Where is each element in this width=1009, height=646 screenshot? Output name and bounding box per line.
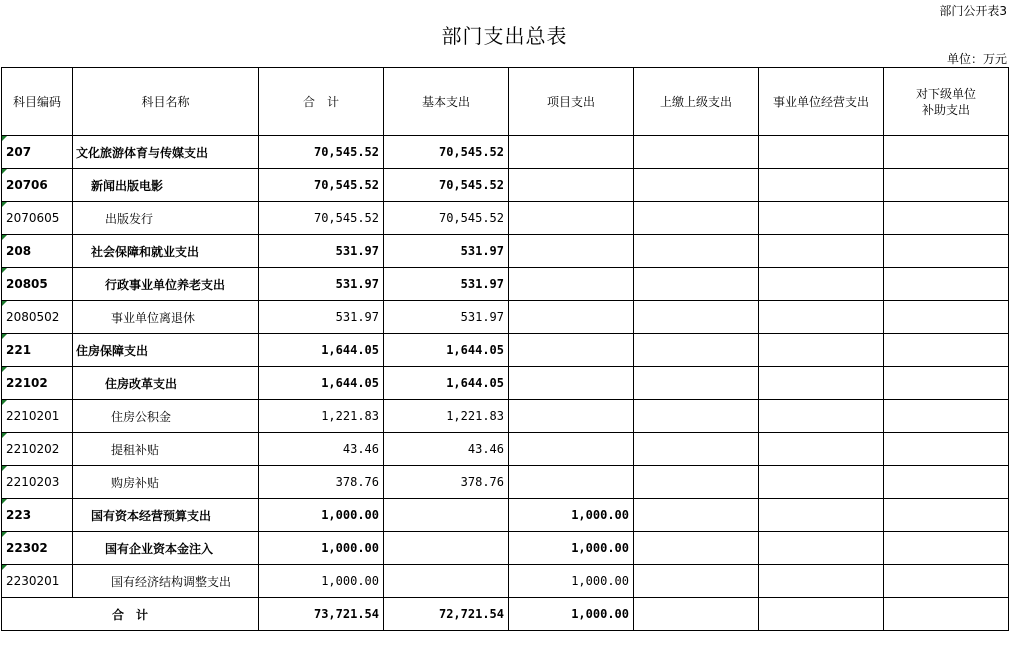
row-total: 70,545.52: [259, 169, 384, 202]
row-business-operation: [759, 334, 884, 367]
row-total: 1,221.83: [259, 400, 384, 433]
row-name: 购房补贴: [73, 466, 259, 499]
row-name: 提租补贴: [73, 433, 259, 466]
total-subsidy-lower: [884, 598, 1009, 631]
row-name: 行政事业单位养老支出: [73, 268, 259, 301]
row-remit-upper: [634, 301, 759, 334]
row-total: 1,000.00: [259, 499, 384, 532]
expenditure-table: [1, 67, 1009, 631]
row-remit-upper: [634, 433, 759, 466]
row-business-operation: [759, 268, 884, 301]
row-business-operation: [759, 532, 884, 565]
row-business-operation: [759, 433, 884, 466]
row-project: [509, 202, 634, 235]
table-row: [2, 334, 1009, 367]
row-name: 国有企业资本金注入: [73, 532, 259, 565]
table-row: [2, 532, 1009, 565]
row-total: 378.76: [259, 466, 384, 499]
table-row: [2, 301, 1009, 334]
row-subsidy-lower: [884, 136, 1009, 169]
total-basic: 72,721.54: [384, 598, 509, 631]
row-project: [509, 367, 634, 400]
table-header-row: [2, 68, 1009, 136]
row-subsidy-lower: [884, 235, 1009, 268]
row-basic: 378.76: [384, 466, 509, 499]
row-total: 70,545.52: [259, 202, 384, 235]
row-remit-upper: [634, 532, 759, 565]
row-business-operation: [759, 367, 884, 400]
total-project: 1,000.00: [509, 598, 634, 631]
row-code: 221: [2, 334, 73, 367]
row-business-operation: [759, 499, 884, 532]
row-basic: 43.46: [384, 433, 509, 466]
table-row: [2, 268, 1009, 301]
table-row: [2, 367, 1009, 400]
row-basic: [384, 565, 509, 598]
row-remit-upper: [634, 202, 759, 235]
row-project: [509, 169, 634, 202]
row-code: 2070605: [2, 202, 73, 235]
row-total: 1,644.05: [259, 367, 384, 400]
table-row: [2, 136, 1009, 169]
table-row: [2, 466, 1009, 499]
row-subsidy-lower: [884, 532, 1009, 565]
row-project: [509, 400, 634, 433]
row-subsidy-lower: [884, 466, 1009, 499]
row-basic: 70,545.52: [384, 202, 509, 235]
row-project: [509, 466, 634, 499]
row-remit-upper: [634, 169, 759, 202]
row-code: 2210203: [2, 466, 73, 499]
table-row: [2, 565, 1009, 598]
table-row: [2, 202, 1009, 235]
row-code: 2080502: [2, 301, 73, 334]
row-business-operation: [759, 400, 884, 433]
row-name: 文化旅游体育与传媒支出: [73, 136, 259, 169]
table-row: [2, 169, 1009, 202]
row-project: 1,000.00: [509, 532, 634, 565]
row-subsidy-lower: [884, 499, 1009, 532]
row-code: 20805: [2, 268, 73, 301]
row-code: 2210202: [2, 433, 73, 466]
row-project: 1,000.00: [509, 499, 634, 532]
header-code: 科目编码: [2, 68, 73, 136]
table-row: [2, 499, 1009, 532]
row-remit-upper: [634, 235, 759, 268]
table-row: [2, 433, 1009, 466]
row-code: 223: [2, 499, 73, 532]
row-total: 70,545.52: [259, 136, 384, 169]
row-code: 2230201: [2, 565, 73, 598]
row-basic: 70,545.52: [384, 136, 509, 169]
table-body: [2, 136, 1009, 598]
total-sum: 73,721.54: [259, 598, 384, 631]
row-basic: 1,644.05: [384, 367, 509, 400]
page-title: 部门支出总表: [441, 24, 568, 48]
unit-label: 单位：万元: [946, 52, 1007, 66]
row-name: 出版发行: [73, 202, 259, 235]
row-basic: [384, 499, 509, 532]
row-basic: 531.97: [384, 235, 509, 268]
header-project: 项目支出: [509, 68, 634, 136]
row-code: 207: [2, 136, 73, 169]
row-total: 1,000.00: [259, 532, 384, 565]
row-project: [509, 235, 634, 268]
row-total: 1,000.00: [259, 565, 384, 598]
table-row: [2, 400, 1009, 433]
row-total: 531.97: [259, 268, 384, 301]
row-subsidy-lower: [884, 400, 1009, 433]
row-business-operation: [759, 235, 884, 268]
row-subsidy-lower: [884, 433, 1009, 466]
row-project: [509, 136, 634, 169]
row-business-operation: [759, 136, 884, 169]
row-remit-upper: [634, 400, 759, 433]
row-name: 住房改革支出: [73, 367, 259, 400]
row-subsidy-lower: [884, 169, 1009, 202]
row-subsidy-lower: [884, 301, 1009, 334]
row-basic: [384, 532, 509, 565]
header-remit-upper: 上缴上级支出: [634, 68, 759, 136]
row-subsidy-lower: [884, 202, 1009, 235]
row-remit-upper: [634, 565, 759, 598]
row-code: 22302: [2, 532, 73, 565]
row-business-operation: [759, 301, 884, 334]
header-total: 合 计: [259, 68, 384, 136]
row-code: 208: [2, 235, 73, 268]
row-total: 531.97: [259, 301, 384, 334]
row-project: [509, 301, 634, 334]
row-remit-upper: [634, 367, 759, 400]
row-name: 国有资本经营预算支出: [73, 499, 259, 532]
row-project: 1,000.00: [509, 565, 634, 598]
table-row: [2, 235, 1009, 268]
header-business-operation: 事业单位经营支出: [759, 68, 884, 136]
row-total: 531.97: [259, 235, 384, 268]
row-remit-upper: [634, 334, 759, 367]
header-basic: 基本支出: [384, 68, 509, 136]
row-code: 22102: [2, 367, 73, 400]
row-basic: 531.97: [384, 268, 509, 301]
row-code: 20706: [2, 169, 73, 202]
row-basic: 1,221.83: [384, 400, 509, 433]
row-code: 2210201: [2, 400, 73, 433]
row-name: 住房公积金: [73, 400, 259, 433]
row-name: 社会保障和就业支出: [73, 235, 259, 268]
row-business-operation: [759, 202, 884, 235]
header-name: 科目名称: [73, 68, 259, 136]
row-business-operation: [759, 565, 884, 598]
row-remit-upper: [634, 499, 759, 532]
total-row: [2, 598, 1009, 631]
row-subsidy-lower: [884, 268, 1009, 301]
row-name: 国有经济结构调整支出: [73, 565, 259, 598]
row-remit-upper: [634, 466, 759, 499]
row-basic: 1,644.05: [384, 334, 509, 367]
row-subsidy-lower: [884, 334, 1009, 367]
total-business-operation: [759, 598, 884, 631]
row-project: [509, 433, 634, 466]
total-label: 合 计: [2, 598, 259, 631]
row-total: 43.46: [259, 433, 384, 466]
row-remit-upper: [634, 268, 759, 301]
report-number-label: 部门公开表3: [939, 4, 1007, 18]
row-subsidy-lower: [884, 565, 1009, 598]
row-basic: 531.97: [384, 301, 509, 334]
row-remit-upper: [634, 136, 759, 169]
row-name: 住房保障支出: [73, 334, 259, 367]
row-total: 1,644.05: [259, 334, 384, 367]
row-project: [509, 334, 634, 367]
row-name: 新闻出版电影: [73, 169, 259, 202]
row-name: 事业单位离退休: [73, 301, 259, 334]
row-basic: 70,545.52: [384, 169, 509, 202]
total-remit-upper: [634, 598, 759, 631]
header-subsidy-lower: 对下级单位 补助支出: [884, 68, 1009, 136]
row-project: [509, 268, 634, 301]
row-business-operation: [759, 466, 884, 499]
row-business-operation: [759, 169, 884, 202]
row-subsidy-lower: [884, 367, 1009, 400]
